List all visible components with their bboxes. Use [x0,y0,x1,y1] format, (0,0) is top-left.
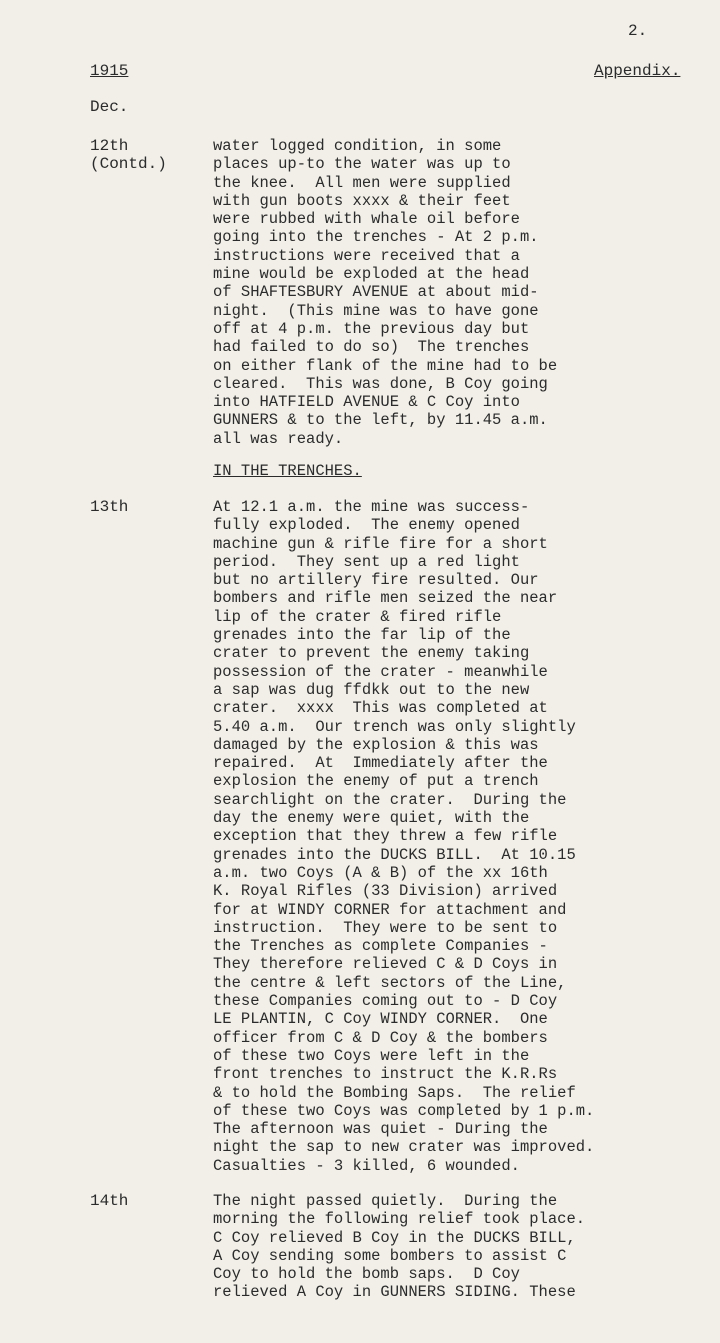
entry-line: instructions were received that a [213,246,520,265]
entry-line: places up-to the water was up to [213,155,511,174]
entry-line: but no artillery fire resulted. Our [213,571,539,590]
entry-line: going into the trenches - At 2 p.m. [213,228,539,247]
entry-line: night the sap to new crater was improved. [213,1138,595,1157]
entry-line: possession of the crater - meanwhile [213,662,548,681]
entry-line: machine gun & rifle fire for a short [213,534,548,553]
entry-line: off at 4 p.m. the previous day but [213,319,530,338]
entry-date: 14th [90,1192,129,1210]
entry-line: fully exploded. The enemy opened [213,516,520,535]
entry-line: officer from C & D Coy & the bombers [213,1028,548,1047]
entry-line: The afternoon was quiet - During the [213,1120,548,1139]
entry-line: into HATFIELD AVENUE & C Coy into [213,393,520,412]
entry-line: instruction. They were to be sent to [213,918,558,937]
entry-line: grenades into the far lip of the [213,626,511,645]
entry-line: repaired. At Immediately after the [213,754,548,773]
entry-line: grenades into the DUCKS BILL. At 10.15 [213,845,576,864]
entry-line: the Trenches as complete Companies - [213,937,548,956]
entry-line: a sap was dug ffdkk out to the new [213,680,530,699]
year-heading: 1915 [90,62,129,80]
entry-line: these Companies coming out to - D Coy [213,992,558,1011]
entry-line: for at WINDY CORNER for attachment and [213,900,567,919]
diary-entry-13th [213,498,713,1175]
entry-line: of SHAFTESBURY AVENUE at about mid- [213,283,539,302]
entry-line: period. They sent up a red light [213,552,520,571]
entry-line: cleared. This was done, B Coy going [213,374,548,393]
entry-line: a.m. two Coys (A & B) of the xx 16th [213,863,548,882]
entry-line: C Coy relieved B Coy in the DUCKS BILL, [213,1228,576,1247]
entry-line: lip of the crater & fired rifle [213,607,502,626]
entry-line: Coy to hold the bomb saps. D Coy [213,1265,520,1284]
entry-line: of these two Coys were left in the [213,1046,530,1065]
entry-line: the centre & left sectors of the Line, [213,973,567,992]
entry-line: exception that they threw a few rifle [213,827,558,846]
entry-line: the knee. All men were supplied [213,173,511,192]
entry-date: 13th [90,498,129,516]
entry-line: At 12.1 a.m. the mine was success- [213,498,530,516]
entry-line: night. (This mine was to have gone [213,301,539,320]
entry-line: crater to prevent the enemy taking [213,644,530,663]
entry-line: A Coy sending some bombers to assist C [213,1246,567,1265]
entry-line: morning the following relief took place. [213,1210,586,1229]
diary-entry-14th [213,1192,713,1302]
entry-line: They therefore relieved C & D Coys in [213,955,558,974]
entry-line: front trenches to instruct the K.R.Rs [213,1065,558,1084]
entry-line: Casualties - 3 killed, 6 wounded. [213,1156,520,1175]
entry-line: bombers and rifle men seized the near [213,589,558,608]
entry-line: water logged condition, in some [213,137,502,155]
entry-line: searchlight on the crater. During the [213,790,567,809]
entry-line: damaged by the explosion & this was [213,735,539,754]
entry-line: crater. xxxx This was completed at [213,699,548,718]
entry-line: & to hold the Bombing Saps. The relief [213,1083,576,1102]
entry-line: explosion the enemy of put a trench [213,772,539,791]
month-label: Dec. [90,98,129,116]
entry-line: GUNNERS & to the left, by 11.45 a.m. [213,411,548,430]
entry-line: all was ready. [213,429,344,448]
entry-line: LE PLANTIN, C Coy WINDY CORNER. One [213,1010,548,1029]
appendix-label: Appendix. [594,62,681,80]
entry-line: 5.40 a.m. Our trench was only slightly [213,717,576,736]
entry-line: with gun boots xxxx & their feet [213,191,511,210]
entry-line: K. Royal Rifles (33 Division) arrived [213,882,558,901]
section-heading: IN THE TRENCHES. [213,462,362,480]
diary-entry-12th [213,137,713,448]
entry-line: day the enemy were quiet, with the [213,809,530,828]
entry-line: The night passed quietly. During the [213,1192,558,1210]
entry-line: on either flank of the mine had to be [213,356,558,375]
entry-line: of these two Coys was completed by 1 p.m. [213,1101,595,1120]
page-number: 2. [628,22,648,40]
entry-date: 12th (Contd.) [90,137,167,174]
entry-line: relieved A Coy in GUNNERS SIDING. These [213,1283,576,1302]
entry-line: mine would be exploded at the head [213,265,530,284]
entry-line: were rubbed with whale oil before [213,210,520,229]
entry-line: had failed to do so) The trenches [213,338,530,357]
